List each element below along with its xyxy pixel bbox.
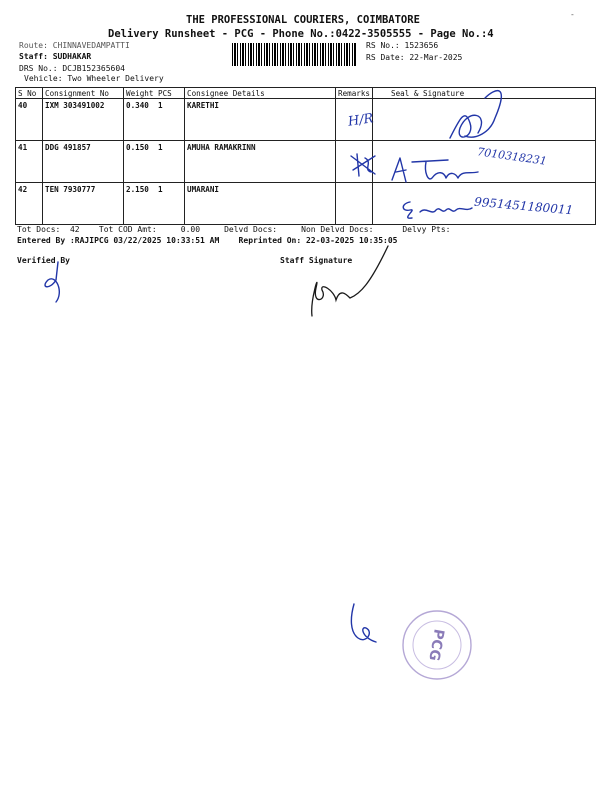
signature-row3 bbox=[396, 198, 476, 224]
staff-signature-label: Staff Signature bbox=[280, 256, 353, 265]
phone-handwriting-row3: 9951451180011 bbox=[473, 194, 574, 218]
route-label: Route: CHINNAVEDAMPATTI bbox=[19, 41, 130, 50]
cell-consignee: AMUHA RAMAKRINN bbox=[185, 141, 336, 183]
col-consignment: Consignment No bbox=[43, 88, 124, 99]
col-remarks: Remarks bbox=[336, 88, 373, 99]
col-seal: Seal & Signature bbox=[373, 88, 596, 99]
signature-row1 bbox=[420, 78, 520, 158]
cell-weight: 0.150 bbox=[124, 141, 157, 183]
stamp-signature bbox=[344, 598, 384, 650]
entered-by-line: Entered By :RAJIPCG 03/22/2025 10:33:51 AM Reprinted On: 22-03-2025 10:35:05 bbox=[17, 236, 398, 245]
stamp-text: PCG bbox=[425, 627, 447, 662]
corner-mark: - bbox=[570, 10, 575, 19]
phone-handwriting-row2: 7010318231 bbox=[476, 145, 548, 168]
cell-consignee: UMARANI bbox=[185, 183, 336, 225]
cell-sno: 41 bbox=[16, 141, 43, 183]
remark-handwriting-row1: H/R bbox=[347, 111, 375, 130]
totals-line: Tot Docs: 42 Tot COD Amt: 0.00 Delvd Docs: Non Delvd Docs: Delvy Pts: bbox=[17, 225, 451, 234]
col-pcs: PCS bbox=[156, 88, 185, 99]
staff-signature bbox=[300, 240, 395, 325]
cell-consignment: IXM 303491002 bbox=[43, 99, 124, 141]
cell-pcs: 1 bbox=[156, 141, 185, 183]
col-consignee: Consignee Details bbox=[185, 88, 336, 99]
drs-number: DRS No.: DCJB152365604 bbox=[19, 64, 125, 73]
cell-remarks bbox=[336, 183, 373, 225]
verified-by-label: Verified By bbox=[17, 256, 70, 265]
rs-number: RS No.: 1523656 bbox=[366, 41, 439, 50]
cell-consignment: TEN 7930777 bbox=[43, 183, 124, 225]
cell-pcs: 1 bbox=[156, 99, 185, 141]
col-sno: S No bbox=[16, 88, 43, 99]
runsheet-title: Delivery Runsheet - PCG - Phone No.:0422-3505555 - Page No.:4 bbox=[108, 28, 494, 40]
rs-date: RS Date: 22-Mar-2025 bbox=[366, 53, 463, 62]
cell-consignee: KARETHI bbox=[185, 99, 336, 141]
vehicle-type: Vehicle: Two Wheeler Delivery bbox=[24, 74, 164, 83]
barcode bbox=[232, 43, 356, 66]
company-name: THE PROFESSIONAL COURIERS, COIMBATORE bbox=[186, 14, 420, 26]
staff-label: Staff: SUDHAKAR bbox=[19, 52, 92, 61]
pcg-stamp bbox=[398, 606, 476, 684]
signature-row2 bbox=[388, 152, 483, 188]
cell-weight: 2.150 bbox=[124, 183, 157, 225]
remark-scribble-row2 bbox=[345, 148, 385, 180]
verified-signature bbox=[36, 258, 76, 306]
cell-weight: 0.340 bbox=[124, 99, 157, 141]
cell-pcs: 1 bbox=[156, 183, 185, 225]
cell-sno: 42 bbox=[16, 183, 43, 225]
col-weight: Weight bbox=[124, 88, 157, 99]
cell-sno: 40 bbox=[16, 99, 43, 141]
cell-consignment: DDG 491857 bbox=[43, 141, 124, 183]
